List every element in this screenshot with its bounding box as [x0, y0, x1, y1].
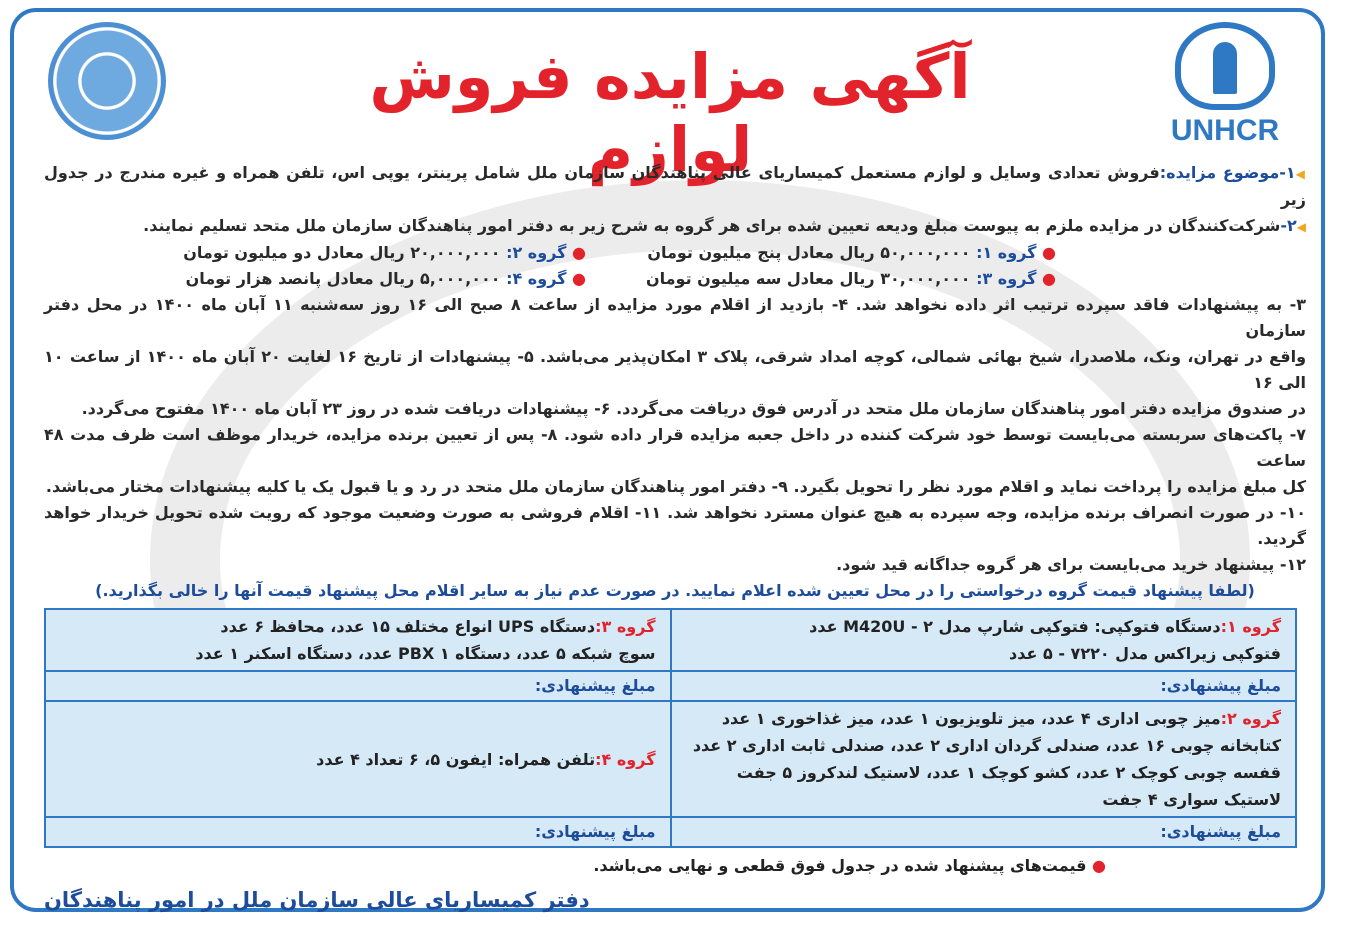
groups-table: [44, 608, 1297, 848]
group-4-cell: گروه ۴:تلفن همراه: ایفون ۵، ۶ تعداد ۴ عدد: [45, 701, 671, 817]
group-2-price-field[interactable]: مبلغ پیشنهادی:: [671, 817, 1297, 847]
item-1: ◀۱-موضوع مزایده:فروش تعدادی وسایل و لوازم مستعمل کمیساریای عالی پناهندگان سازمان ملل شامل پرینتر، یو‌پی اس، تلفن همراه و غیره مندرج در جدول زیر: [44, 163, 1306, 209]
ad-title: آگهی مزایده فروش لوازم: [369, 40, 971, 186]
bid-note: (لطفا پیشنهاد قیمت گروه درخواستی را در محل تعیین شده اعلام نمایید. در صورت عدم نیاز به سایر اقلام محل پیشنهاد قیمت آنها را خالی بگذارید.): [95, 581, 1255, 600]
signature: دفتر کمیساریای عالی سازمان ملل در امور پناهندگان: [44, 888, 590, 912]
group-3-price-field[interactable]: مبلغ پیشنهادی:: [45, 671, 671, 701]
final-note: ● قیمت‌های پیشنهاد شده در جدول فوق قطعی و نهایی می‌باشد.: [593, 856, 1106, 875]
unhcr-shelter-icon: [1175, 22, 1275, 110]
paragraph-line: ۷- پاکت‌های سربسته می‌بایست توسط خود شرکت کننده در داخل جعبه مزایده قرار داده شود. ۸- پس از تعیین برنده مزایده، خریدار موظف است ظرف مدت ۴۸ ساعت: [44, 425, 1306, 470]
bullet-icon: ◀: [1296, 220, 1306, 234]
paragraph-line: در صندوق مزایده دفتر امور پناهندگان سازمان ملل متحد در آدرس فوق دریافت می‌گردد. ۶- پیشنهادات دریافت شده در روز ۲۳ آبان ماه ۱۴۰۰ مفتوح می‌گردد.: [81, 399, 1306, 418]
group-1-cell: گروه ۱:دستگاه فتوکپی: فتوکپی شارپ مدل M420U - ۲ عدد فتوکپی زیراکس مدل ۷۲۲۰ - ۵ عدد: [671, 609, 1297, 671]
deposit-row: ● گروه ۱: ۵۰,۰۰۰,۰۰۰ ریال معادل پنج میلیون تومان ● گروه ۲: ۲۰,۰۰۰,۰۰۰ ریال معادل دو میلیون تومان: [183, 243, 1056, 262]
bullet-icon: ◀: [1295, 167, 1306, 181]
un-emblem-logo: [48, 22, 166, 140]
group-1-price-field[interactable]: مبلغ پیشنهادی:: [671, 671, 1297, 701]
unhcr-logo-text: UNHCR: [1170, 114, 1280, 147]
group-3-cell: گروه ۳:دستگاه UPS انواع مختلف ۱۵ عدد، محافظ ۶ عدد سوچ شبکه ۵ عدد، دستگاه PBX ۱ عدد، دستگاه اسکنر ۱ عدد: [45, 609, 671, 671]
paragraph-line: واقع در تهران، ونک، ملاصدرا، شیخ بهائی شمالی، کوچه امداد شرقی، پلاک ۳ امکان‌پذیر می‌باشد. ۵- پیشنهادات از تاریخ ۱۶ لغایت ۲۰ آبان ماه ۱۴۰۰ از ساعت ۱۰ الی ۱۶: [44, 347, 1307, 392]
ad-body: [44, 160, 1306, 604]
unhcr-logo: [1150, 22, 1300, 150]
group-4-price-field[interactable]: مبلغ پیشنهادی:: [45, 817, 671, 847]
group-2-cell: گروه ۲:میز چوبی اداری ۴ عدد، میز تلویزیون ۱ عدد، میز غذاخوری ۱ عدد کتابخانه چوبی ۱۶ عدد، صندلی گردان اداری ۲ عدد، صندلی ثابت اداری ۲ عدد قفسه چوبی کوچک ۲ عدد، کشو کوچک ۱ عدد، لاستیک لندکروز ۵ جفت لاستیک سواری ۴ جفت: [671, 701, 1297, 817]
paragraph-line: ۱۲- پیشنهاد خرید می‌بایست برای هر گروه جداگانه قید شود.: [836, 555, 1306, 574]
paragraph-line: کل مبلغ مزایده را پرداخت نماید و اقلام مورد نظر را تحویل بگیرد. ۹- دفتر امور پناهندگان سازمان ملل متحد در رد و یا قبول یک یا کلیه پیشنهادات مختار می‌باشد.: [45, 477, 1306, 496]
paragraph-line: ۳- به پیشنهادات فاقد سپرده ترتیب اثر داده نخواهد شد. ۴- بازدید از اقلام مورد مزایده از ساعت ۸ صبح الی ۱۶ روز سه‌شنبه ۱۱ آبان ماه ۱۴۰۰ در محل دفتر سازمان: [44, 295, 1307, 340]
paragraph-line: ۱۰- در صورت انصراف برنده مزایده، وجه سپرده به هیچ عنوان مسترد نخواهد شد. ۱۱- اقلام فروشی به صورت وضعیت موجود که رویت شده تحویل خریدار خواهد گردید.: [44, 503, 1306, 548]
ad-content: [44, 160, 1306, 914]
item-2: ◀۲-شرکت‌کنندگان در مزایده ملزم به پیوست مبلغ ودیعه تعیین شده برای هر گروه به شرح زیر به دفتر امور پناهندگان سازمان ملل متحد تسلیم نمایند.: [143, 216, 1306, 235]
deposit-row: ● گروه ۳: ۳۰,۰۰۰,۰۰۰ ریال معادل سه میلیون تومان ● گروه ۴: ۵,۰۰۰,۰۰۰ ریال معادل پانصد هزار تومان: [185, 269, 1056, 288]
